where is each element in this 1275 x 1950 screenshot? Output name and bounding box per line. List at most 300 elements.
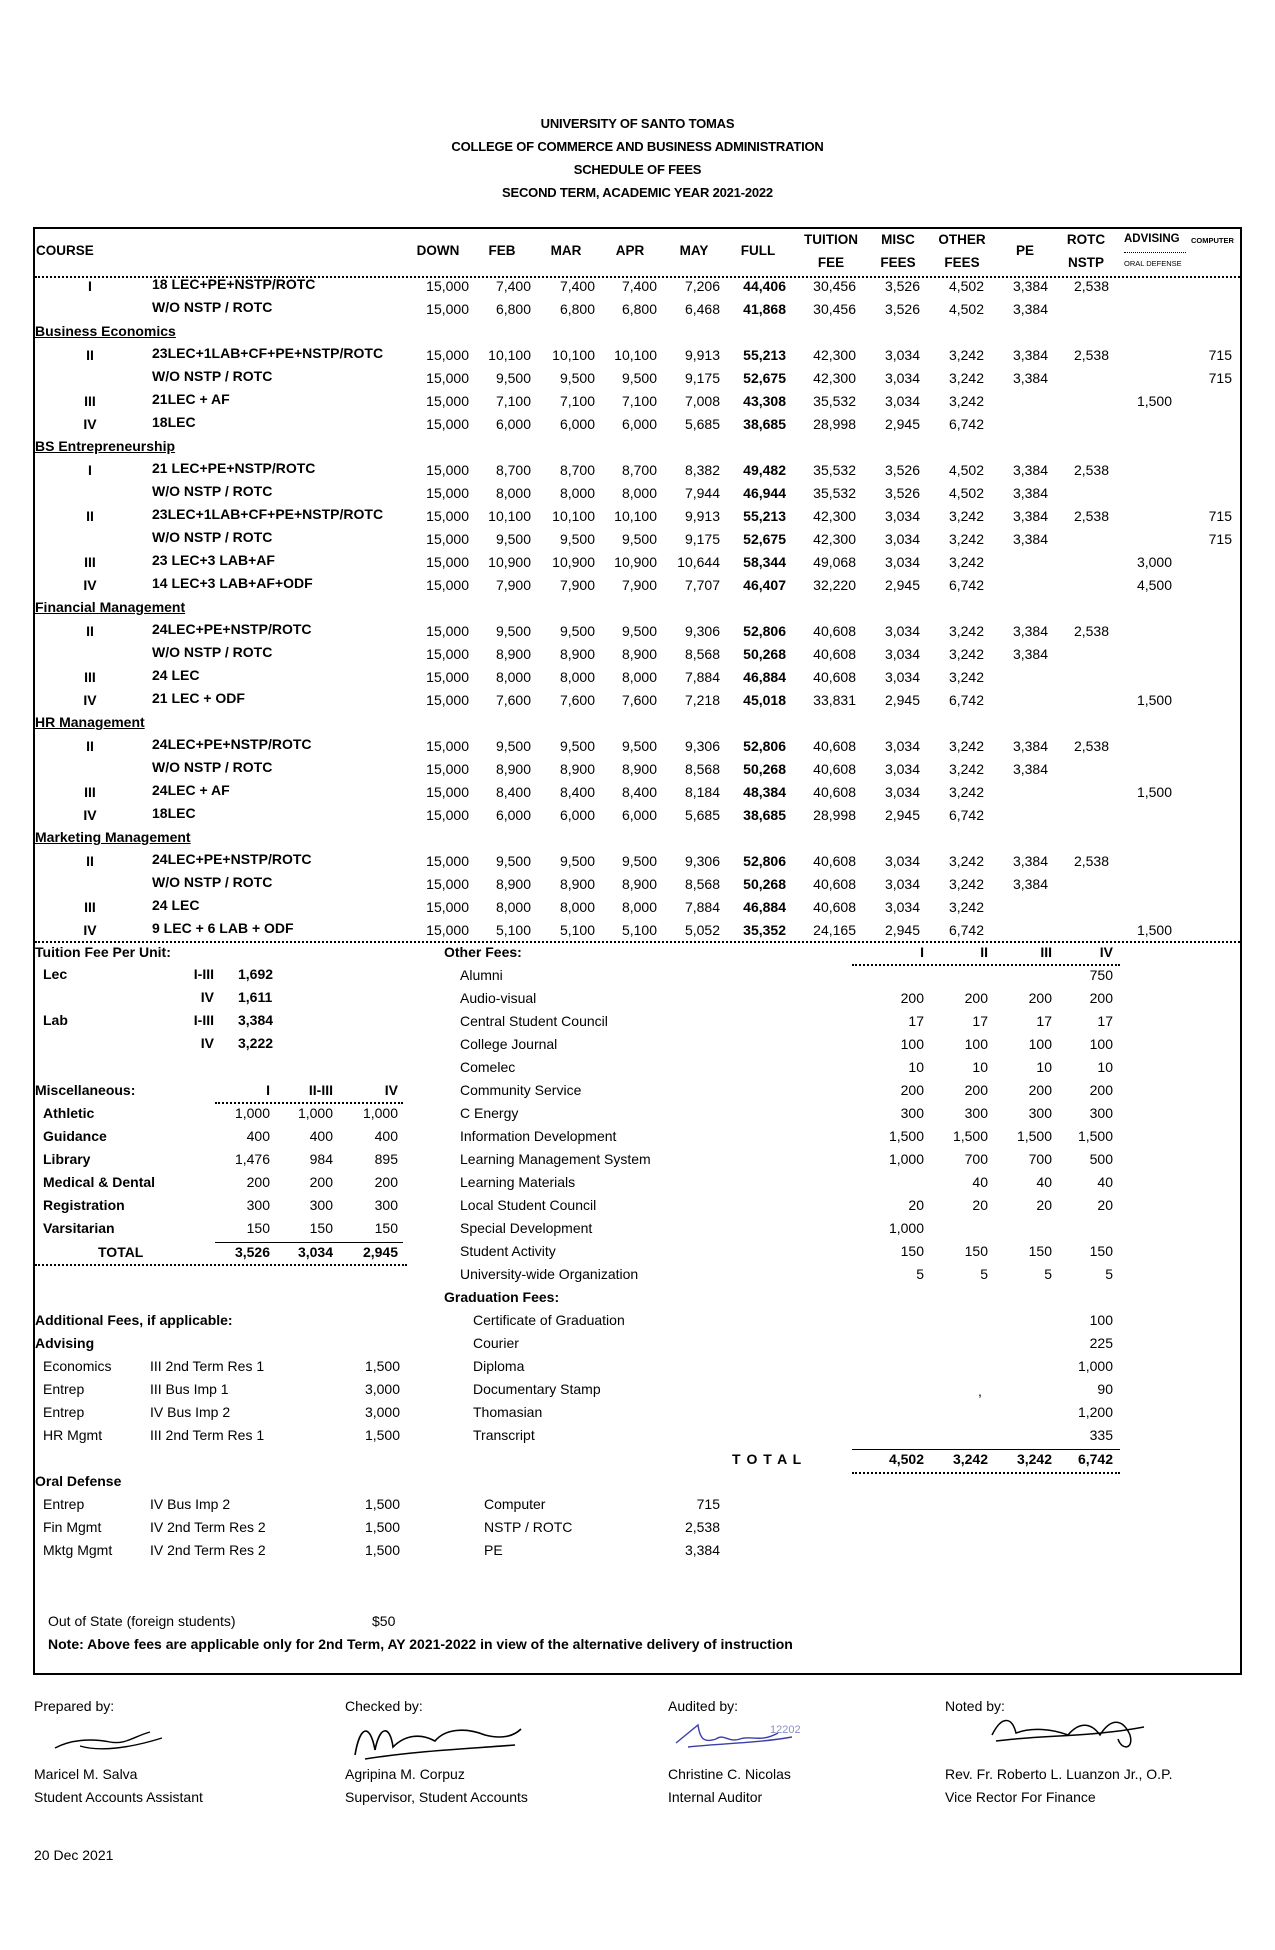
fee-cell: 46,884 [743,899,786,915]
fee-cell: 15,000 [426,853,469,869]
advising-program: Economics [43,1358,112,1374]
other-col-header: IV [1099,944,1113,960]
other-fee-amount: 200 [1028,990,1052,1006]
fee-cell: 38,685 [743,807,786,823]
fee-cell: 42,300 [813,347,856,363]
fee-cell: 4,502 [948,301,984,317]
fee-cell: 6,000 [495,807,531,823]
fixed-fee-amount: 3,384 [684,1542,720,1558]
col-mar: MAR [550,243,582,258]
fee-cell: 3,242 [948,899,984,915]
college-title: COLLEGE OF COMMERCE AND BUSINESS ADMINISTRATION [451,139,824,154]
fee-cell: 6,000 [559,416,595,432]
unit-load: W/O NSTP / ROTC [152,529,273,545]
advising-program: Entrep [43,1404,85,1420]
col-may: MAY [679,243,709,258]
year-level: III [84,393,96,409]
fee-cell: 8,000 [559,899,595,915]
other-fee-amount: 1,500 [1077,1128,1113,1144]
fee-cell: 15,000 [426,554,469,570]
advising-amount: 3,000 [364,1404,400,1420]
misc-amount: 1,000 [234,1105,270,1121]
misc-total: 2,945 [362,1244,398,1260]
fee-cell: 35,352 [743,922,786,938]
fee-cell: 7,206 [684,278,720,294]
oral-defense-amount: 1,500 [364,1519,400,1535]
fee-cell: 3,384 [1012,347,1048,363]
fee-cell: 9,500 [495,370,531,386]
fee-cell: 7,100 [495,393,531,409]
fee-cell: 38,685 [743,416,786,432]
fee-cell: 3,384 [1012,462,1048,478]
fee-cell: 8,700 [559,462,595,478]
signatory-name: Christine C. Nicolas [668,1766,791,1782]
fee-cell: 8,400 [559,784,595,800]
other-fee-amount: 200 [1089,1082,1113,1098]
fee-cell: 8,900 [621,646,657,662]
other-fee-amount: 5 [1105,1266,1113,1282]
other-fee-amount: 150 [900,1243,924,1259]
misc-amount: 984 [309,1151,333,1167]
misc-amount: 300 [374,1197,398,1213]
other-col-header: I [920,944,924,960]
other-fee-amount: 300 [900,1105,924,1121]
signatory-role: Noted by: [945,1698,1005,1714]
unit-load: 14 LEC+3 LAB+AF+ODF [152,575,313,591]
fee-cell: 43,308 [743,393,786,409]
fee-cell: 715 [1208,347,1232,363]
fee-cell: 5,100 [621,922,657,938]
signatory-title: Supervisor, Student Accounts [345,1789,528,1805]
fee-cell: 2,538 [1073,623,1109,639]
fee-cell: 3,034 [884,761,920,777]
fee-cell: 6,000 [621,416,657,432]
col-down: DOWN [416,243,460,258]
other-fees-total: 4,502 [888,1451,924,1467]
section-title: Marketing Management [35,829,191,845]
graduation-fee-amount: 1,000 [1077,1358,1113,1374]
misc-total-label: TOTAL [98,1244,144,1260]
graduation-fee-amount: 335 [1089,1427,1113,1443]
fee-cell: 8,000 [495,669,531,685]
fee-cell: 55,213 [743,508,786,524]
rule-line [35,1264,407,1266]
fee-cell: 3,384 [1012,485,1048,501]
misc-total: 3,526 [234,1244,270,1260]
unit-type: Lec [43,966,68,982]
other-fee-amount: 150 [1028,1243,1052,1259]
fee-cell: 52,675 [743,531,786,547]
fee-cell: 3,034 [884,393,920,409]
fee-cell: 2,538 [1073,462,1109,478]
fee-cell: 3,034 [884,531,920,547]
unit-load: 21 LEC+PE+NSTP/ROTC [152,460,316,476]
rule-line [852,1449,1120,1450]
other-fee-amount: 5 [980,1266,988,1282]
fee-cell: 15,000 [426,416,469,432]
fee-cell: 15,000 [426,646,469,662]
misc-amount: 200 [246,1174,270,1190]
unit-load: 24LEC + AF [152,782,230,798]
misc-amount: 1,000 [362,1105,398,1121]
col-tuition-2: FEE [817,255,845,270]
document-title: SCHEDULE OF FEES [573,162,702,177]
fee-cell: 2,945 [884,692,920,708]
fee-cell: 9,500 [495,623,531,639]
graduation-fee-item: Documentary Stamp [473,1381,601,1397]
year-level: II [86,623,94,639]
other-fees-total: 3,242 [952,1451,988,1467]
unit-load: 18 LEC+PE+NSTP/ROTC [152,276,316,292]
col-feb: FEB [488,243,516,258]
fee-cell: 9,500 [621,370,657,386]
signatory-name: Rev. Fr. Roberto L. Luanzon Jr., O.P. [945,1766,1173,1782]
advising-description: IV Bus Imp 2 [150,1404,231,1420]
unit-year: I-III [193,1012,214,1028]
fee-cell: 15,000 [426,692,469,708]
year-level: III [84,899,96,915]
year-level: IV [83,577,97,593]
other-fees-total: 3,242 [1016,1451,1052,1467]
fee-cell: 8,000 [621,899,657,915]
stray-mark: , [978,1383,982,1399]
fee-cell: 40,608 [813,899,856,915]
out-of-state-label: Out of State (foreign students) [48,1613,236,1629]
out-of-state-amount: $50 [372,1613,396,1629]
fee-cell: 6,742 [948,922,984,938]
misc-amount: 1,000 [297,1105,333,1121]
year-level: III [84,669,96,685]
fee-cell: 40,608 [813,853,856,869]
misc-amount: 300 [309,1197,333,1213]
graduation-fee-item: Transcript [473,1427,535,1443]
fee-cell: 40,608 [813,761,856,777]
unit-load: 23 LEC+3 LAB+AF [152,552,275,568]
other-fee-amount: 5 [1044,1266,1052,1282]
other-fee-amount: 100 [964,1036,988,1052]
unit-load: W/O NSTP / ROTC [152,874,273,890]
fee-cell: 8,000 [495,899,531,915]
fee-cell: 8,900 [559,761,595,777]
other-fee-amount: 1,000 [888,1151,924,1167]
signatory-title: Student Accounts Assistant [34,1789,203,1805]
fee-cell: 2,538 [1073,738,1109,754]
fee-cell: 49,482 [743,462,786,478]
fee-cell: 15,000 [426,738,469,754]
other-fee-item: University-wide Organization [460,1266,639,1282]
col-rotc-1: ROTC [1066,232,1106,247]
unit-load: 24LEC+PE+NSTP/ROTC [152,851,312,867]
graduation-fee-item: Certificate of Graduation [473,1312,625,1328]
fee-cell: 52,806 [743,853,786,869]
fee-cell: 8,000 [621,485,657,501]
fee-cell: 9,913 [684,508,720,524]
fee-cell: 3,242 [948,853,984,869]
signatory-title: Internal Auditor [668,1789,763,1805]
misc-col-header: II-III [308,1082,333,1098]
other-fee-item: Alumni [460,967,503,983]
other-fee-amount: 100 [1028,1036,1052,1052]
fee-cell: 9,500 [495,738,531,754]
year-level: I [88,462,92,478]
fee-cell: 35,532 [813,462,856,478]
fee-cell: 3,384 [1012,876,1048,892]
unit-rate: 3,384 [238,1012,274,1028]
fee-cell: 42,300 [813,370,856,386]
fee-cell: 1,500 [1136,393,1172,409]
misc-amount: 1,476 [234,1151,270,1167]
fee-cell: 7,600 [559,692,595,708]
fee-cell: 50,268 [743,876,786,892]
section-title: BS Entrepreneurship [35,438,176,454]
other-fee-item: Learning Management System [460,1151,651,1167]
year-level: IV [83,807,97,823]
oral-defense-title: Oral Defense [35,1473,122,1489]
fee-cell: 3,034 [884,508,920,524]
fee-cell: 3,242 [948,347,984,363]
other-fee-amount: 10 [908,1059,924,1075]
other-fee-amount: 20 [1097,1197,1113,1213]
signatory-title: Vice Rector For Finance [945,1789,1096,1805]
fee-cell: 28,998 [813,807,856,823]
rule-line [215,1242,403,1243]
fee-cell: 5,685 [684,807,720,823]
advising-program: HR Mgmt [43,1427,103,1443]
fee-cell: 9,306 [684,738,720,754]
year-level: III [84,554,96,570]
fee-cell: 15,000 [426,922,469,938]
other-fee-amount: 300 [1089,1105,1113,1121]
fee-cell: 15,000 [426,623,469,639]
unit-year: IV [200,989,214,1005]
oral-defense-description: IV 2nd Term Res 2 [150,1542,266,1558]
fee-cell: 45,018 [743,692,786,708]
fee-cell: 3,526 [884,301,920,317]
fee-cell: 6,800 [559,301,595,317]
misc-col-header: IV [384,1082,398,1098]
fee-cell: 9,500 [621,623,657,639]
other-fee-amount: 100 [900,1036,924,1052]
fee-cell: 10,900 [488,554,531,570]
fee-cell: 7,400 [559,278,595,294]
misc-amount: 400 [309,1128,333,1144]
graduation-fee-item: Diploma [473,1358,525,1374]
other-fees-total: 6,742 [1077,1451,1113,1467]
fee-cell: 10,644 [677,554,720,570]
fee-cell: 2,945 [884,922,920,938]
other-col-header: II [980,944,988,960]
fee-cell: 5,052 [684,922,720,938]
misc-amount: 200 [374,1174,398,1190]
fee-cell: 35,532 [813,393,856,409]
fee-cell: 3,384 [1012,623,1048,639]
other-fee-item: Comelec [460,1059,516,1075]
fee-cell: 715 [1208,508,1232,524]
unit-load: 24LEC+PE+NSTP/ROTC [152,736,312,752]
other-fee-amount: 150 [964,1243,988,1259]
fee-cell: 8,568 [684,761,720,777]
term-title: SECOND TERM, ACADEMIC YEAR 2021-2022 [502,185,773,200]
fee-cell: 40,608 [813,876,856,892]
unit-load: W/O NSTP / ROTC [152,759,273,775]
other-fee-item: Student Activity [460,1243,556,1259]
fee-cell: 3,242 [948,876,984,892]
fee-cell: 3,384 [1012,301,1048,317]
unit-load: 23LEC+1LAB+CF+PE+NSTP/ROTC [152,506,384,522]
year-level: II [86,853,94,869]
col-computer: COMPUTER [1191,236,1234,245]
fee-cell: 7,884 [684,899,720,915]
fee-cell: 44,406 [743,278,786,294]
other-fee-amount: 300 [964,1105,988,1121]
tuition-per-unit-title: Tuition Fee Per Unit: [35,944,171,960]
signatory-name: Maricel M. Salva [34,1766,138,1782]
other-fee-amount: 17 [1097,1013,1113,1029]
misc-item: Registration [43,1197,125,1213]
fee-cell: 40,608 [813,784,856,800]
misc-col-header: I [266,1082,270,1098]
misc-item: Varsitarian [43,1220,115,1236]
misc-item: Library [43,1151,91,1167]
other-fee-amount: 200 [1028,1082,1052,1098]
fee-cell: 30,456 [813,278,856,294]
fee-cell: 15,000 [426,462,469,478]
fee-cell: 7,600 [621,692,657,708]
fee-cell: 3,526 [884,278,920,294]
unit-year: I-III [193,966,214,982]
fee-cell: 3,384 [1012,278,1048,294]
year-level: I [88,278,92,294]
other-fee-amount: 200 [964,990,988,1006]
fee-cell: 6,000 [559,807,595,823]
fee-cell: 2,945 [884,416,920,432]
fee-cell: 9,306 [684,623,720,639]
fee-cell: 1,500 [1136,922,1172,938]
unit-load: 24 LEC [152,897,200,913]
fee-cell: 4,502 [948,278,984,294]
other-fee-amount: 1,500 [1016,1128,1052,1144]
fee-cell: 9,175 [684,370,720,386]
other-fee-amount: 700 [964,1151,988,1167]
fee-cell: 9,500 [621,531,657,547]
signatory-role: Checked by: [345,1698,423,1714]
other-fee-item: Local Student Council [460,1197,597,1213]
fixed-fee-item: PE [484,1542,503,1558]
fee-cell: 3,384 [1012,370,1048,386]
fee-cell: 8,000 [621,669,657,685]
advising-amount: 1,500 [364,1427,400,1443]
other-fee-amount: 750 [1089,967,1113,983]
fee-cell: 3,034 [884,899,920,915]
fee-cell: 2,538 [1073,508,1109,524]
misc-item: Medical & Dental [43,1174,156,1190]
fee-cell: 48,384 [743,784,786,800]
other-fee-amount: 100 [1089,1036,1113,1052]
other-fee-amount: 17 [1036,1013,1052,1029]
fee-cell: 3,384 [1012,738,1048,754]
section-title: Financial Management [35,599,186,615]
fee-cell: 8,900 [495,646,531,662]
fee-cell: 3,242 [948,669,984,685]
fee-cell: 15,000 [426,370,469,386]
rule-line [852,1472,1120,1474]
fee-cell: 3,034 [884,370,920,386]
year-level: II [86,738,94,754]
fee-cell: 7,100 [559,393,595,409]
fee-cell: 24,165 [813,922,856,938]
misc-item: Athletic [43,1105,95,1121]
oral-defense-program: Entrep [43,1496,85,1512]
fee-cell: 3,000 [1136,554,1172,570]
col-oral-defense: ORAL DEFENSE [1124,259,1182,268]
misc-amount: 150 [374,1220,398,1236]
other-fee-item: Central Student Council [460,1013,608,1029]
col-misc-1: MISC [881,232,915,247]
fee-cell: 35,532 [813,485,856,501]
fee-cell: 7,100 [621,393,657,409]
other-fee-amount: 10 [1036,1059,1052,1075]
fee-cell: 6,742 [948,577,984,593]
fee-cell: 46,884 [743,669,786,685]
unit-load: W/O NSTP / ROTC [152,299,273,315]
fee-cell: 15,000 [426,301,469,317]
other-fee-amount: 700 [1028,1151,1052,1167]
fee-cell: 9,175 [684,531,720,547]
other-fee-amount: 10 [1097,1059,1113,1075]
fixed-fee-item: Computer [484,1496,546,1512]
signatory-role: Prepared by: [34,1698,115,1714]
fee-cell: 15,000 [426,278,469,294]
fee-cell: 3,242 [948,508,984,524]
signature-luanzon [982,1705,1152,1755]
fee-cell: 3,526 [884,485,920,501]
fee-cell: 3,384 [1012,761,1048,777]
fee-cell: 2,945 [884,807,920,823]
fee-cell: 9,500 [559,370,595,386]
other-fee-amount: 200 [900,990,924,1006]
other-fee-amount: 20 [1036,1197,1052,1213]
fee-cell: 8,900 [495,761,531,777]
other-fee-item: Information Development [460,1128,617,1144]
fee-cell: 10,900 [552,554,595,570]
fee-cell: 52,675 [743,370,786,386]
fee-cell: 8,900 [621,876,657,892]
fee-cell: 6,000 [495,416,531,432]
fixed-fee-amount: 2,538 [684,1519,720,1535]
col-other-2: FEES [944,255,980,270]
col-other-1: OTHER [938,232,986,247]
other-fee-amount: 20 [908,1197,924,1213]
fee-cell: 7,944 [684,485,720,501]
fee-cell: 7,008 [684,393,720,409]
unit-load: 21LEC + AF [152,391,230,407]
unit-load: W/O NSTP / ROTC [152,483,273,499]
fee-cell: 15,000 [426,899,469,915]
fee-cell: 9,306 [684,853,720,869]
fee-cell: 15,000 [426,531,469,547]
other-fee-item: Special Development [460,1220,593,1236]
oral-defense-description: IV Bus Imp 2 [150,1496,231,1512]
rule-line [215,1102,403,1104]
fee-cell: 4,500 [1136,577,1172,593]
fee-cell: 15,000 [426,508,469,524]
other-fee-item: Learning Materials [460,1174,576,1190]
fee-cell: 42,300 [813,531,856,547]
fee-cell: 6,742 [948,416,984,432]
fee-cell: 8,568 [684,646,720,662]
fee-cell: 3,384 [1012,646,1048,662]
fee-cell: 1,500 [1136,692,1172,708]
